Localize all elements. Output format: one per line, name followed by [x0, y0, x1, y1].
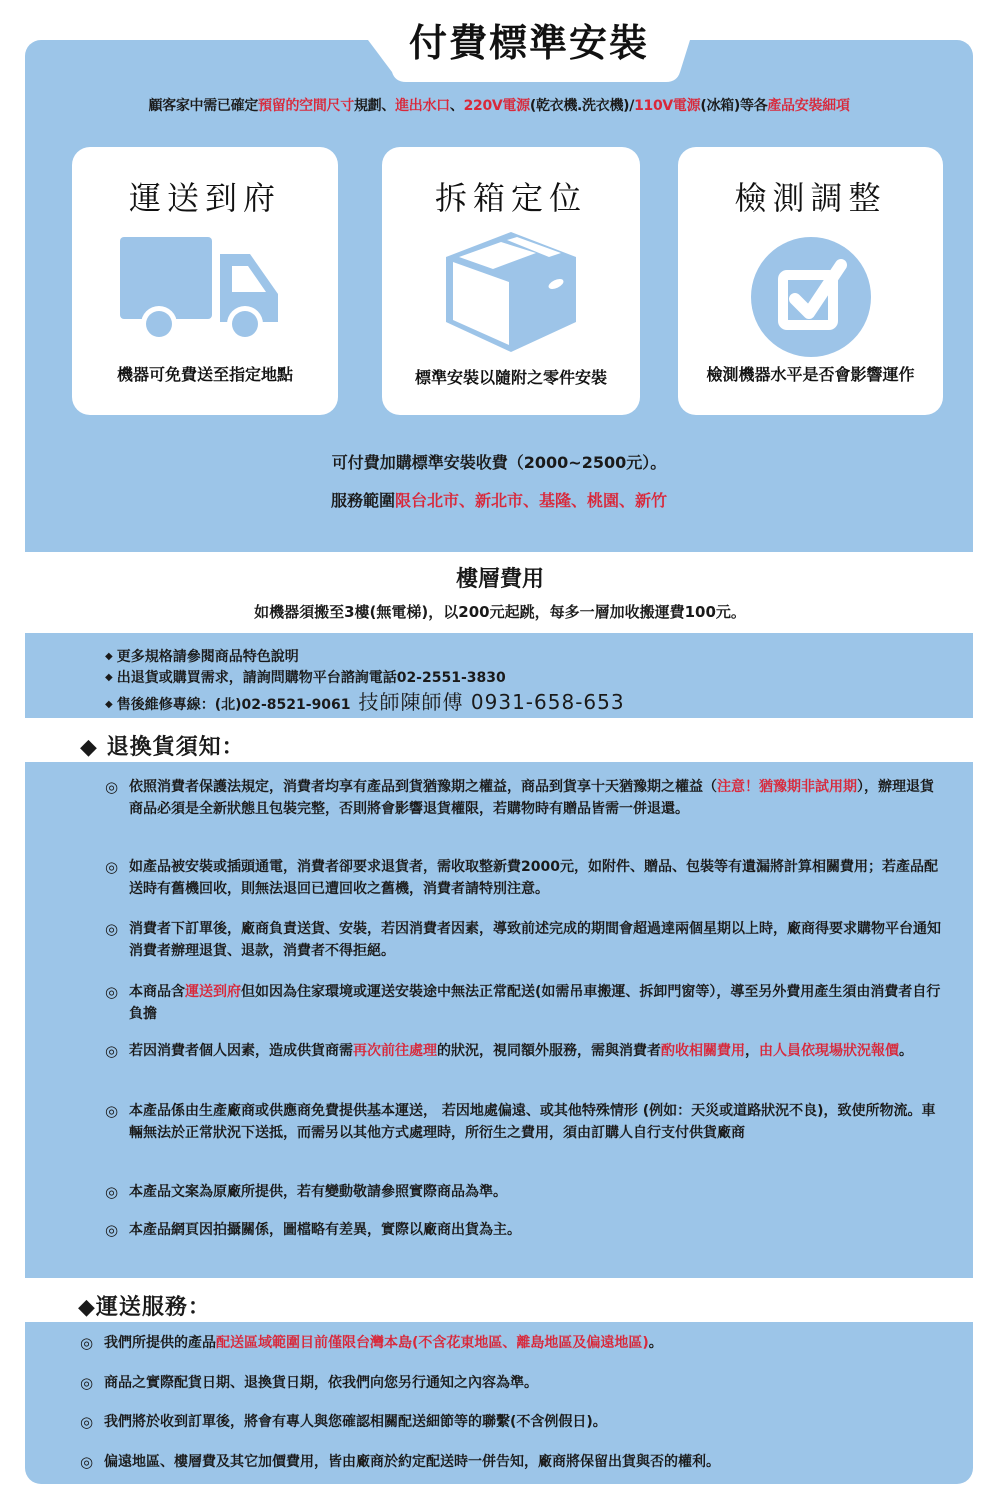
- bullseye-icon: ◎: [105, 1102, 119, 1120]
- bullseye-icon: ◎: [105, 1221, 119, 1239]
- intro-text: 顧客家中需已確定: [148, 98, 259, 114]
- notice-text: 依照消費者保護法規定，消費者均享有產品到貨猶豫期之權益，商品到貨享十天猶豫期之權益（: [129, 779, 717, 795]
- diamond-bullet-icon: ◆: [105, 672, 113, 683]
- diamond-bullet-icon: ◆: [105, 699, 113, 710]
- bullseye-icon: ◎: [105, 1042, 119, 1060]
- bullseye-icon: ◎: [105, 858, 119, 876]
- card-description: 機器可免費送至指定地點: [116, 365, 293, 384]
- checkbox-icon: [749, 235, 873, 363]
- technician-contact: 技師陳師傅 0931-658-653: [358, 690, 625, 714]
- notice-item: [105, 776, 945, 820]
- notice-text: ），辦理退貨商品必須是全新狀態且包裝完整，否則將會影響退貨權限，若購物時有贈品皆需一併退還。: [129, 779, 934, 817]
- shipping-panel: [25, 1322, 973, 1484]
- shipping-text: 商品之實際配貨日期、退換貨日期，依我們向您另行通知之內容為準。: [104, 1375, 538, 1391]
- notice-item: [105, 856, 945, 900]
- notice-text: 若因消費者個人因素，造成供貨商需: [129, 1043, 353, 1059]
- returns-panel: [25, 762, 973, 1278]
- info-line: [105, 667, 506, 687]
- title-tab: [368, 0, 690, 83]
- install-intro: [25, 95, 973, 115]
- shipping-item: [80, 1372, 920, 1394]
- bullseye-icon: ◎: [80, 1453, 94, 1471]
- info-text: 更多規格請參閱商品特色說明: [116, 649, 299, 665]
- notice-text: 本商品含: [129, 984, 185, 1000]
- contact-info-band: [25, 633, 973, 718]
- notice-text: 本產品係由生產廠商或供應商免費提供基本運送， 若因地處偏遠、或其他特殊情形 (例如：天災或道路狀況不良)，致使所物流。車輛無法於正常狀況下送抵，而需另以其他方式處理時，所衍生之費用，須由訂購人自行支付供貨廠商: [129, 1103, 936, 1141]
- notice-text: 。: [899, 1043, 913, 1059]
- notice-text: 本產品文案為原廠所提供，若有變動敬請參照實際商品為準。: [129, 1184, 507, 1200]
- card-inspection: [678, 147, 943, 415]
- bullseye-icon: ◎: [80, 1413, 94, 1431]
- bullseye-icon: ◎: [80, 1334, 94, 1352]
- notice-item: [105, 918, 945, 962]
- intro-highlight: 110V電源: [634, 98, 701, 114]
- shipping-item: [80, 1411, 920, 1433]
- info-line: [105, 646, 299, 666]
- notice-highlight: 再次前往處理: [353, 1043, 437, 1059]
- bullseye-icon: ◎: [105, 983, 119, 1001]
- shipping-text: 我們所提供的產品: [104, 1335, 216, 1351]
- card-title: 檢測調整: [734, 179, 887, 217]
- info-text: 售後維修專線：(北)02-8521-9061: [116, 697, 351, 713]
- notice-item: [105, 1219, 945, 1241]
- notice-highlight: 酌收相關費用: [661, 1043, 745, 1059]
- service-area-label: 服務範圍: [330, 491, 395, 510]
- service-area: [25, 488, 973, 511]
- shipping-text: 。: [648, 1335, 663, 1351]
- card-description: 檢測機器水平是否會影響運作: [706, 365, 915, 384]
- shipping-text: 我們將於收到訂單後，將會有專人與您確認相關配送細節等的聯繫(不含例假日)。: [104, 1414, 607, 1430]
- shipping-item: [80, 1332, 920, 1354]
- notice-text: 消費者下訂單後，廠商負責送貨、安裝，若因消費者因素，導致前述完成的期間會超過達兩個星期以上時，廠商得要求購物平台通知消費者辦理退貨、退款，消費者不得拒絕。: [129, 921, 941, 959]
- returns-heading: ◆ 退換貨須知：: [80, 735, 245, 760]
- install-fee: 可付費加購標準安裝收費（2000~2500元）。: [331, 453, 667, 472]
- notice-text: 但如因為住家環境或運送安裝途中無法正常配送(如需吊車搬運、拆卸門窗等），導至另外費用產生須由消費者自行負擔: [129, 984, 941, 1022]
- intro-highlight: 220V電源: [463, 98, 530, 114]
- intro-text: (冰箱)等各: [700, 98, 768, 114]
- notice-item: [105, 1100, 945, 1144]
- card-unboxing: [382, 147, 640, 415]
- intro-text: 、: [449, 98, 464, 114]
- notice-highlight: 注意！猶豫期非試用期: [717, 779, 857, 795]
- card-title: 運送到府: [128, 179, 281, 217]
- notice-highlight: 由人員依現場狀況報價: [759, 1043, 899, 1059]
- notice-item: [105, 1040, 945, 1062]
- notice-text: ，: [745, 1043, 759, 1059]
- intro-highlight: 產品安裝細項: [767, 98, 850, 114]
- notice-text: 的狀況，視同額外服務，需與消費者: [437, 1043, 661, 1059]
- shipping-text: 偏遠地區、樓層費及其它加價費用，皆由廠商於約定配送時一併告知，廠商將保留出貨與否的權利。: [104, 1454, 720, 1470]
- info-line: [105, 686, 625, 715]
- shipping-item: [80, 1451, 920, 1473]
- card-delivery: [72, 147, 338, 415]
- truck-icon: [120, 232, 290, 346]
- bullseye-icon: ◎: [105, 920, 119, 938]
- card-description: 標準安裝以隨附之零件安裝: [414, 368, 607, 387]
- floor-fee-title: 樓層費用: [455, 567, 544, 592]
- bullseye-icon: ◎: [105, 1183, 119, 1201]
- diamond-bullet-icon: ◆: [105, 651, 113, 662]
- bullseye-icon: ◎: [105, 778, 119, 796]
- notice-highlight: 運送到府: [185, 984, 241, 1000]
- info-text: 出退貨或購買需求，請詢問購物平台諮詢電話02-2551-3830: [116, 670, 506, 686]
- notice-text: 本產品網頁因拍攝關係，圖檔略有差異，實際以廠商出貨為主。: [129, 1222, 521, 1238]
- intro-text: (乾衣機.洗衣機)/: [529, 98, 635, 114]
- notice-item: [105, 981, 945, 1025]
- bullseye-icon: ◎: [80, 1374, 94, 1392]
- floor-fee-description: 如機器須搬至3樓(無電梯)，以200元起跳，每多一層加收搬運費100元。: [254, 603, 746, 621]
- page-title: 付費標準安裝: [408, 21, 649, 65]
- notice-item: [105, 1181, 945, 1203]
- intro-text: 規劃、: [353, 98, 396, 114]
- service-area-value: 限台北市、新北市、基隆、桃園、新竹: [395, 491, 668, 510]
- box-icon: [441, 227, 581, 361]
- card-title: 拆箱定位: [434, 179, 587, 217]
- intro-highlight: 預留的空間尺寸: [258, 98, 354, 114]
- shipping-highlight: 配送區域範圍目前僅限台灣本島(不含花東地區、離島地區及偏遠地區): [216, 1335, 649, 1351]
- shipping-heading: ◆運送服務：: [78, 1295, 211, 1320]
- notice-text: 如產品被安裝或插頭通電，消費者卻要求退貨者，需收取整新費2000元，如附件、贈品、包裝等有遺漏將計算相關費用；若產品配送時有舊機回收，則無法退回已遭回收之舊機，消費者請特別注意。: [129, 859, 938, 897]
- intro-highlight: 進出水口: [395, 98, 450, 114]
